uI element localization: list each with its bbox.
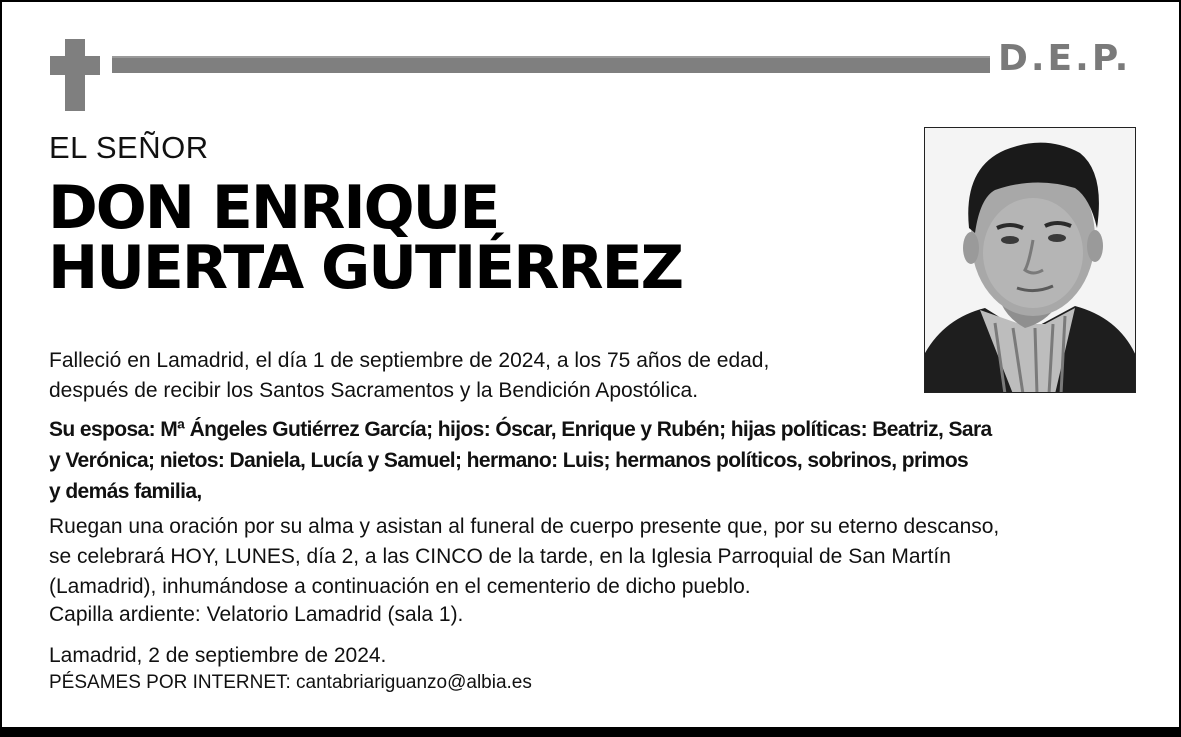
deceased-name [48, 173, 888, 303]
cross-vertical-bar [65, 39, 85, 111]
death-paragraph [49, 346, 1139, 406]
funeral-line: (Lamadrid), inhumándose a continuación en el cementerio de dicho pueblo. [49, 575, 751, 598]
place-date: Lamadrid, 2 de septiembre de 2024. [49, 644, 387, 667]
funeral-paragraph [49, 512, 1139, 602]
name-line-2: HUERTA GUTIÉRREZ [48, 233, 683, 303]
family-line: Su esposa: Mª Ángeles Gutiérrez García; hijos: Óscar, Enrique y Rubén; hijas políticas: Beatriz, Sara [49, 418, 992, 441]
funeral-line: se celebrará HOY, LUNES, día 2, a las CINCO de la tarde, en la Iglesia Parroquial de San Martín [49, 545, 951, 568]
family-line: y demás familia, [49, 480, 202, 503]
condolences-email: PÉSAMES POR INTERNET: cantabriariguanzo@albia.es [49, 672, 532, 693]
family-paragraph [49, 414, 1139, 507]
funeral-line: Ruegan una oración por su alma y asistan al funeral de cuerpo presente que, por su eterno descanso, [49, 515, 1000, 538]
family-line: y Verónica; nietos: Daniela, Lucía y Samuel; hermano: Luis; hermanos políticos, sobrinos, primos [49, 449, 969, 472]
honorific: EL SEÑOR [49, 130, 209, 165]
chapel-info: Capilla ardiente: Velatorio Lamadrid (sala 1). [49, 603, 464, 626]
dep-label: D.E.P. [998, 38, 1132, 79]
death-line: después de recibir los Santos Sacramentos y la Bendición Apostólica. [49, 379, 699, 402]
death-line: Falleció en Lamadrid, el día 1 de septiembre de 2024, a los 75 años de edad, [49, 349, 770, 372]
name-line-1: DON ENRIQUE [48, 173, 499, 243]
cross-horizontal-bar [50, 56, 100, 75]
bottom-border [2, 727, 1179, 735]
header-rule [112, 56, 990, 73]
